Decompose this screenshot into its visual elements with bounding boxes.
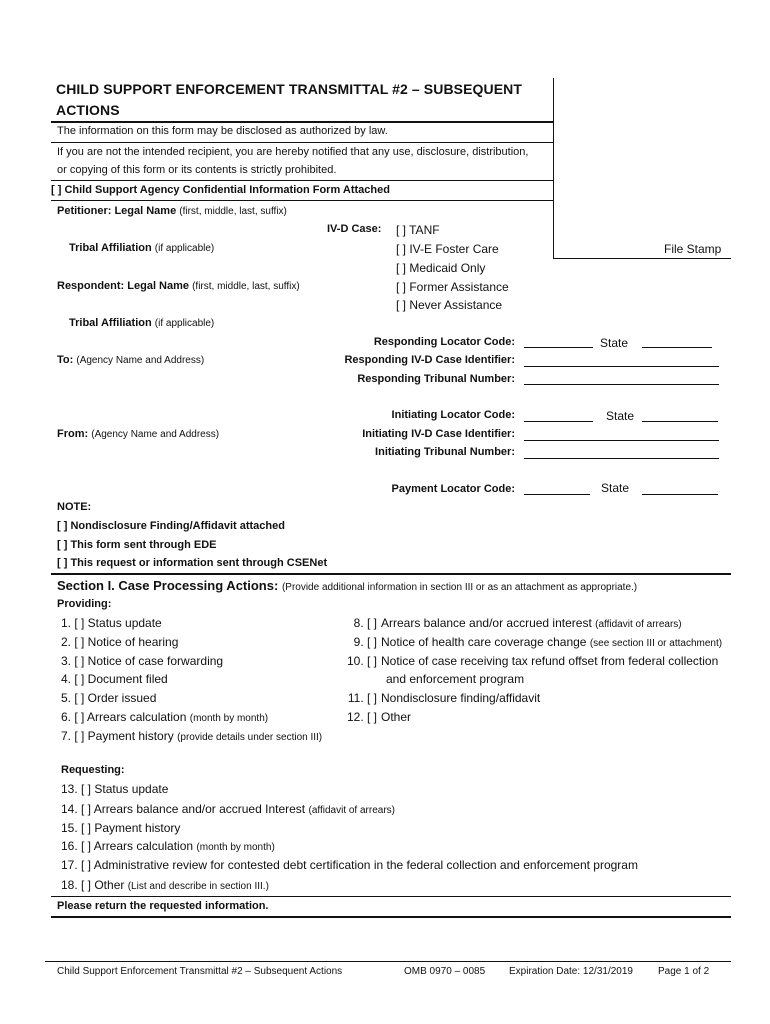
providing-item-2[interactable]: 2. [ ] Notice of hearing: [61, 635, 179, 649]
providing-item-4[interactable]: 4. [ ] Document filed: [61, 672, 168, 686]
providing-item-12-number[interactable]: 12. [ ]: [346, 710, 377, 724]
form-title-line2: ACTIONS: [56, 102, 120, 118]
initiating-tribunal-field[interactable]: [524, 458, 719, 459]
divider: [51, 896, 731, 897]
responding-state-label: State: [600, 336, 629, 350]
section1-bottom-border: [51, 916, 731, 918]
payment-locator-label: Payment Locator Code:: [391, 483, 515, 495]
providing-item-10-number[interactable]: 10. [ ]: [346, 654, 377, 668]
ivd-option-medicaid[interactable]: [ ] Medicaid Only: [396, 261, 486, 275]
ivd-option-former-assistance[interactable]: [ ] Former Assistance: [396, 280, 509, 294]
requesting-item-13[interactable]: 13. [ ] Status update: [61, 782, 169, 796]
providing-item-5[interactable]: 5. [ ] Order issued: [61, 691, 157, 705]
responding-state-field[interactable]: [642, 347, 712, 348]
requesting-label: Requesting:: [61, 764, 125, 776]
providing-item-3[interactable]: 3. [ ] Notice of case forwarding: [61, 654, 224, 668]
initiating-case-id-label: Initiating IV-D Case Identifier:: [362, 428, 515, 440]
warning-text-line2: or copying of this form or its contents is strictly prohibited.: [57, 164, 337, 176]
providing-item-7[interactable]: 7. [ ] Payment history (provide details under section III): [61, 729, 323, 743]
providing-item-9: Notice of health care coverage change (see section III or attachment): [381, 635, 723, 649]
requesting-item-17[interactable]: 17. [ ] Administrative review for contested debt certification in the federal collection and enforcement program: [61, 858, 638, 872]
from-label: From: (Agency Name and Address): [57, 428, 220, 440]
responding-case-id-field[interactable]: [524, 366, 719, 367]
petitioner-label: Petitioner: Legal Name (first, middle, last, suffix): [57, 205, 287, 217]
providing-item-11: Nondisclosure finding/affidavit: [381, 691, 541, 705]
requesting-item-14[interactable]: 14. [ ] Arrears balance and/or accrued Interest (affidavit of arrears): [61, 802, 395, 816]
ivd-case-label: IV-D Case:: [327, 223, 382, 235]
to-label: To: (Agency Name and Address): [57, 354, 205, 366]
note-csenet-checkbox[interactable]: [ ] This request or information sent through CSENet: [57, 557, 328, 569]
warning-text-line1: If you are not the intended recipient, you are hereby notified that any use, disclosure, distribution,: [57, 146, 529, 158]
footer-omb-number: OMB 0970 – 0085: [404, 966, 486, 977]
providing-item-12: Other: [381, 710, 412, 724]
providing-item-11-number[interactable]: 11. [ ]: [347, 691, 377, 705]
providing-item-1[interactable]: 1. [ ] Status update: [61, 616, 162, 630]
divider: [51, 180, 553, 181]
requesting-item-16[interactable]: 16. [ ] Arrears calculation (month by month): [61, 839, 275, 853]
providing-item-9-number[interactable]: 9. [ ]: [353, 635, 377, 649]
tribal-affiliation-respondent-label: Tribal Affiliation (if applicable): [69, 317, 215, 329]
providing-item-8: Arrears balance and/or accrued interest (affidavit of arrears): [381, 616, 682, 630]
providing-item-10: Notice of case receiving tax refund offset from federal collection: [381, 654, 719, 668]
footer-page-number: Page 1 of 2: [658, 966, 710, 977]
providing-item-6[interactable]: 6. [ ] Arrears calculation (month by month): [61, 710, 269, 724]
note-ede-checkbox[interactable]: [ ] This form sent through EDE: [57, 539, 217, 551]
providing-item-8-number[interactable]: 8. [ ]: [353, 616, 377, 630]
payment-state-field[interactable]: [642, 494, 718, 495]
footer-form-name: Child Support Enforcement Transmittal #2 – Subsequent Actions: [57, 966, 343, 977]
tribal-affiliation-petitioner-label: Tribal Affiliation (if applicable): [69, 242, 215, 254]
ivd-option-never-assistance[interactable]: [ ] Never Assistance: [396, 298, 503, 312]
note-nondisclosure-checkbox[interactable]: [ ] Nondisclosure Finding/Affidavit attached: [57, 520, 285, 532]
section1-title: Section I. Case Processing Actions: (Provide additional information in section III or as an attachment as appropriate.): [57, 578, 638, 593]
initiating-locator-field[interactable]: [524, 421, 593, 422]
return-note: Please return the requested information.: [57, 900, 269, 912]
responding-case-id-label: Responding IV-D Case Identifier:: [344, 354, 515, 366]
initiating-case-id-field[interactable]: [524, 440, 719, 441]
payment-state-label: State: [601, 481, 630, 495]
providing-label: Providing:: [57, 598, 112, 610]
ivd-option-foster-care[interactable]: [ ] IV-E Foster Care: [396, 242, 499, 256]
section1-divider: [51, 573, 731, 575]
footer-divider: [45, 961, 731, 962]
footer-expiration-date: Expiration Date: 12/31/2019: [509, 966, 633, 977]
responding-locator-label: Responding Locator Code:: [373, 336, 515, 348]
stamp-box-bottom-border: [553, 258, 731, 259]
providing-item-10-continued: and enforcement program: [386, 672, 525, 686]
initiating-tribunal-label: Initiating Tribunal Number:: [375, 446, 515, 458]
initiating-locator-label: Initiating Locator Code:: [391, 409, 515, 421]
header-divider: [51, 121, 553, 123]
initiating-state-label: State: [606, 409, 635, 423]
divider: [51, 142, 553, 143]
requesting-item-15[interactable]: 15. [ ] Payment history: [61, 821, 181, 835]
note-label: NOTE:: [57, 501, 92, 513]
disclosure-text: The information on this form may be disclosed as authorized by law.: [57, 125, 388, 137]
responding-tribunal-label: Responding Tribunal Number:: [357, 373, 515, 385]
form-title-line1: CHILD SUPPORT ENFORCEMENT TRANSMITTAL #2 – SUBSEQUENT: [56, 81, 523, 97]
responding-tribunal-field[interactable]: [524, 384, 719, 385]
divider: [51, 200, 553, 201]
respondent-label: Respondent: Legal Name (first, middle, last, suffix): [57, 280, 300, 292]
requesting-item-18[interactable]: 18. [ ] Other (List and describe in section III.): [61, 878, 269, 892]
payment-locator-field[interactable]: [524, 494, 590, 495]
stamp-box-left-border: [553, 78, 554, 259]
initiating-state-field[interactable]: [642, 421, 718, 422]
confidential-form-checkbox[interactable]: [ ] Child Support Agency Confidential Information Form Attached: [51, 184, 390, 196]
ivd-option-tanf[interactable]: [ ] TANF: [396, 223, 440, 237]
responding-locator-field[interactable]: [524, 347, 593, 348]
file-stamp-label: File Stamp: [664, 242, 722, 256]
